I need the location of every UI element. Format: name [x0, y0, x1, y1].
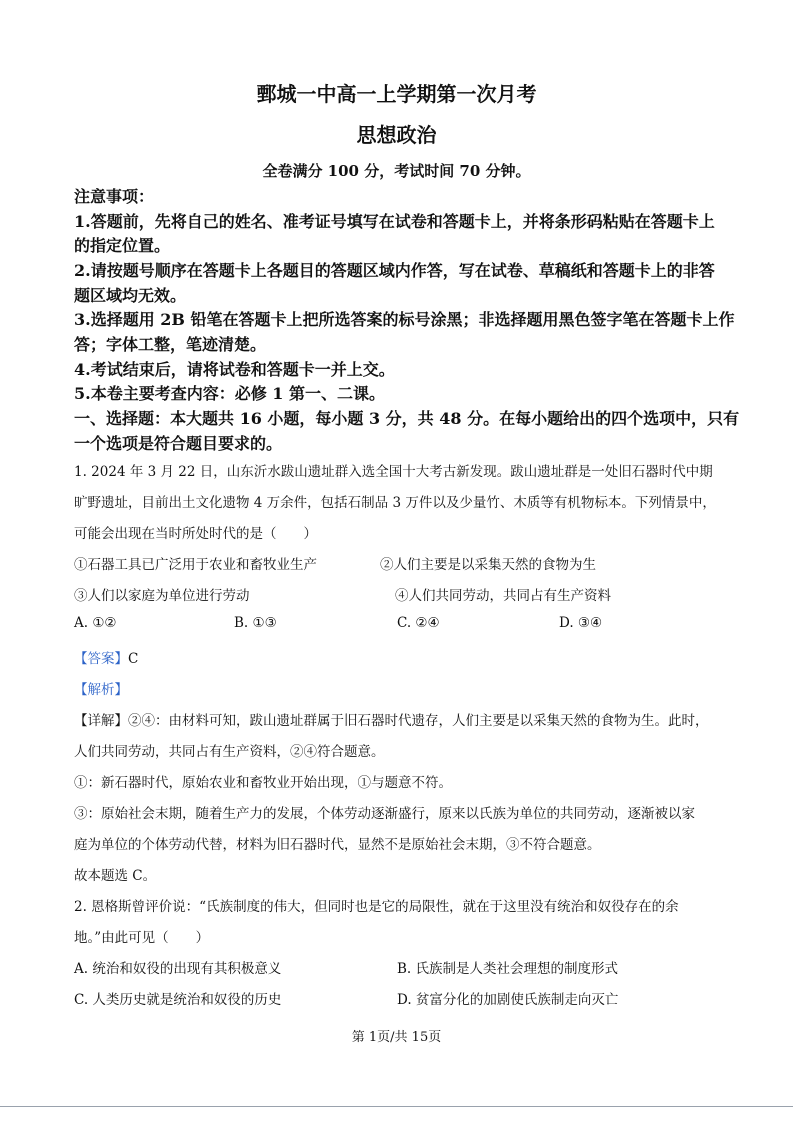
q1-option-b: B. ①③	[234, 615, 277, 631]
notice-line: 2.请按题号顺序在答题卡上各题目的答题区域内作答，写在试卷、草稿纸和答题卡上的非答	[74, 261, 715, 280]
notice-heading: 注意事项：	[74, 187, 155, 206]
section-heading: 一、选择题：本大题共 16 小题，每小题 3 分，共 48 分。在每小题给出的四个选项中，只有	[74, 409, 740, 428]
analysis-tag: 【解析】	[74, 682, 128, 698]
q1-statement: ③人们以家庭为单位进行劳动	[74, 588, 250, 604]
answer-value: C	[128, 651, 139, 667]
notice-line: 题区域均无效。	[74, 286, 187, 305]
subject-title: 思想政治	[356, 123, 437, 147]
q1-answer	[74, 647, 138, 667]
q1-detail: ①：新石器时代，原始农业和畜牧业开始出现，①与题意不符。	[74, 775, 452, 791]
q1-stem: 旷野遗址，目前出土文化遗物 4 万余件，包括石制品 3 万件以及少量竹、木质等有机物标本。下列情景中，	[74, 495, 716, 511]
notice-line: 5.本卷主要考查内容：必修 1 第一、二课。	[74, 384, 385, 403]
notice-line: 1.答题前，先将自己的姓名、准考证号填写在试卷和答题卡上，并将条形码粘贴在答题卡上	[74, 212, 715, 231]
q1-option-c: C. ②④	[397, 615, 440, 631]
q1-detail: ③：原始社会末期，随着生产力的发展，个体劳动逐渐盛行，原来以氏族为单位的共同劳动，逐渐被以家	[74, 806, 695, 822]
q2-option-b: B. 氏族制是人类社会理想的制度形式	[397, 961, 619, 977]
answer-tag: 【答案】	[74, 651, 128, 667]
q1-option-a: A. ①②	[74, 615, 117, 631]
q1-statement: ①石器工具已广泛用于农业和畜牧业生产	[74, 557, 317, 573]
q1-option-d: D. ③④	[559, 615, 603, 631]
q1-detail: 庭为单位的个体劳动代替，材料为旧石器时代，显然不是原始社会末期，③不符合题意。	[74, 837, 601, 853]
bottom-divider	[0, 1106, 793, 1107]
q1-detail: 【详解】②④：由材料可知，跋山遗址群属于旧石器时代遗存，人们主要是以采集天然的食物为生。此时，	[74, 713, 709, 729]
q2-option-c: C. 人类历史就是统治和奴役的历史	[74, 992, 282, 1008]
q1-statement: ④人们共同劳动，共同占有生产资料	[395, 588, 611, 604]
notice-line: 的指定位置。	[74, 236, 171, 255]
q2-option-d: D. 贫富分化的加剧使氏族制走向灭亡	[397, 992, 619, 1008]
exam-title: 鄄城一中高一上学期第一次月考	[256, 82, 537, 106]
q1-detail: 人们共同劳动，共同占有生产资料，②④符合题意。	[74, 744, 385, 760]
notice-line: 答；字体工整，笔迹清楚。	[74, 335, 267, 354]
section-heading: 一个选项是符合题目要求的。	[74, 434, 283, 453]
notice-line: 4.考试结束后，请将试卷和答题卡一并上交。	[74, 360, 395, 379]
q2-stem: 地。”由此可见（ ）	[74, 930, 210, 946]
page-number: 第 1页/共 15页	[351, 1030, 442, 1045]
q2-option-a: A. 统治和奴役的出现有其积极意义	[74, 961, 282, 977]
q1-stem: 1. 2024 年 3 月 22 日，山东沂水跋山遗址群入选全国十大考古新发现。跋山遗址群是一处旧石器时代中期	[74, 464, 713, 480]
q1-stem: 可能会出现在当时所处时代的是（ ）	[74, 526, 317, 542]
q1-detail: 故本题选 C。	[74, 868, 157, 884]
notice-line: 3.选择题用 2B 铅笔在答题卡上把所选答案的标号涂黑；非选择题用黑色签字笔在答题卡上作	[74, 310, 735, 329]
q2-stem: 2. 恩格斯曾评价说：“氏族制度的伟大，但同时也是它的局限性，就在于这里没有统治和奴役存在的余	[74, 899, 679, 915]
q1-statement: ②人们主要是以采集天然的食物为生	[380, 557, 596, 573]
exam-info: 全卷满分 100 分，考试时间 70 分钟。	[262, 162, 531, 180]
